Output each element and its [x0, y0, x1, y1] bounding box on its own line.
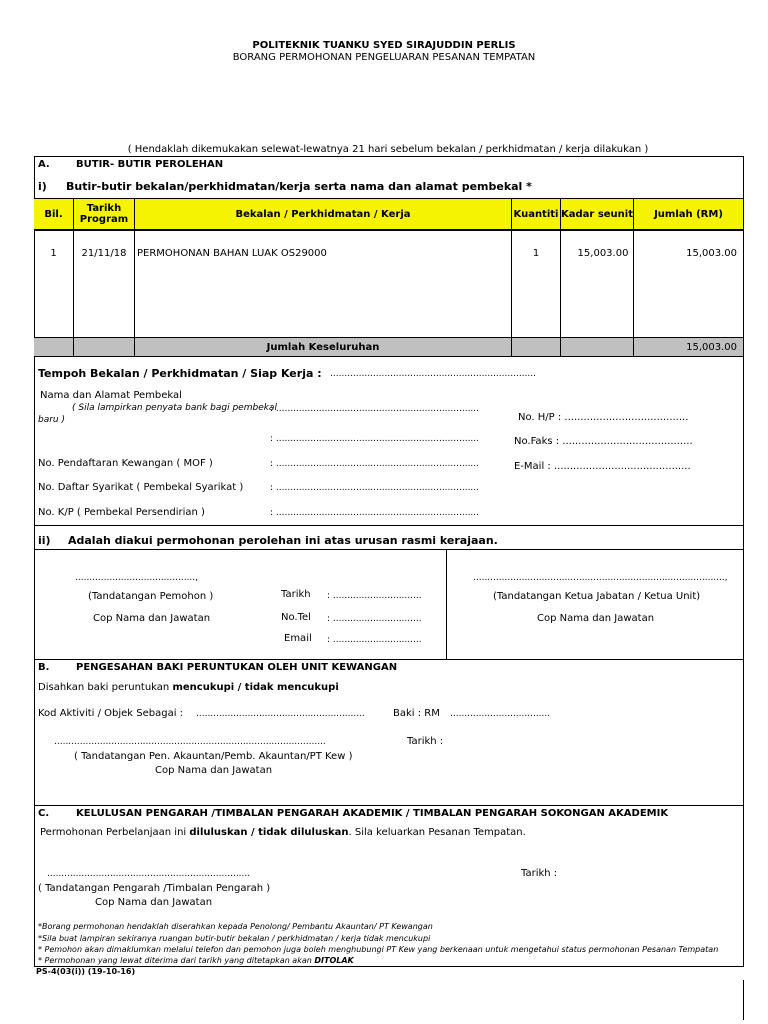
total-value: 15,003.00 — [686, 342, 737, 353]
section-b-title: PENGESAHAN BAKI PERUNTUKAN OLEH UNIT KEWANGAN — [76, 662, 398, 673]
th-bil: Bil. — [34, 199, 73, 229]
mof-label: No. Pendaftaran Kewangan ( MOF ) — [38, 458, 213, 469]
total-label: Jumlah Keseluruhan — [266, 342, 380, 353]
declaration-text: Adalah diakui permohonan perolehan ini atas urusan rasmi kerajaan. — [68, 534, 498, 547]
kod-label: Kod Aktiviti / Objek Sebagai : — [38, 708, 184, 719]
syarikat-value[interactable]: : ....................................................................... — [270, 483, 480, 493]
section-a-label: A. — [38, 159, 50, 170]
form-border-right — [743, 156, 744, 966]
form-border-top — [34, 156, 744, 157]
applicant-email-value[interactable]: : ............................... — [327, 635, 422, 645]
head-sign-dots[interactable]: ........................................................................................, — [473, 573, 728, 583]
section-a-sub-title: Butir-butir bekalan/perkhidmatan/kerja serta nama dan alamat pembekal * — [66, 180, 532, 193]
section-b-sign-dots[interactable]: ............................................................................................... — [54, 737, 326, 747]
section-c-sign-label: ( Tandatangan Pengarah /Timbalan Pengarah ) — [38, 883, 271, 894]
applicant-sign-label: (Tandatangan Pemohon ) — [88, 591, 214, 602]
applicant-sign-dots[interactable]: .........................................., — [75, 573, 199, 583]
mof-value[interactable]: : ....................................................................... — [270, 459, 480, 469]
section-c-options: diluluskan / tidak diluluskan — [189, 827, 349, 838]
section-c-text: Permohonan Perbelanjaan ini diluluskan / tidak diluluskan. Sila keluarkan Pesanan Tempatan. — [40, 827, 526, 838]
email-field[interactable]: E-Mail : ........................................... — [514, 461, 691, 472]
head-sign-label: (Tandatangan Ketua Jabatan / Ketua Unit) — [493, 591, 701, 602]
table-cell-jumlah: 15,003.00 — [686, 248, 737, 259]
supplier-name-label: Nama dan Alamat Pembekal — [40, 390, 182, 401]
applicant-tarikh-label: Tarikh — [281, 589, 311, 600]
section-b-tarikh: Tarikh : — [407, 736, 444, 747]
kp-label: No. K/P ( Pembekal Persendirian ) — [38, 507, 205, 518]
faks-field[interactable]: No.Faks : ......................................... — [514, 436, 693, 447]
table-cell-tarikh: 21/11/18 — [81, 248, 127, 259]
table-cell-kuantiti: 1 — [532, 248, 540, 259]
section-b-cop-label: Cop Nama dan Jawatan — [155, 765, 273, 776]
table-cell-item: PERMOHONAN BAHAN LUAK OS29000 — [137, 248, 327, 259]
section-b-label: B. — [38, 662, 50, 673]
institution-name: POLITEKNIK TUANKU SYED SIRAJUDDIN PERLIS — [252, 40, 516, 51]
form-code: PS-4(03(i)) (19-10-16) — [36, 967, 136, 976]
syarikat-label: No. Daftar Syarikat ( Pembekal Syarikat ) — [38, 482, 244, 493]
kod-value[interactable]: ........................................................... — [196, 709, 365, 719]
section-a-title: BUTIR- BUTIR PEROLEHAN — [76, 159, 224, 170]
tempoh-label: Tempoh Bekalan / Perkhidmatan / Siap Kerja : — [38, 367, 322, 380]
applicant-tel-value[interactable]: : ............................... — [327, 614, 422, 624]
supplier-note-2: baru ) — [38, 415, 66, 425]
section-c-tarikh: Tarikh : — [521, 868, 558, 879]
applicant-cop-label: Cop Nama dan Jawatan — [93, 613, 211, 624]
th-bekalan: Bekalan / Perkhidmatan / Kerja — [135, 199, 511, 229]
th-jumlah: Jumlah (RM) — [634, 199, 743, 229]
total-row-bg-left — [34, 338, 134, 356]
notice-text: ( Hendaklah dikemukakan selewat-lewatnya 21 hari sebelum bekalan / perkhidmatan / kerja dilakukan ) — [127, 144, 649, 155]
supplier-note-1: ( Sila lampirkan penyata bank bagi pembekal — [72, 403, 277, 413]
head-cop-label: Cop Nama dan Jawatan — [537, 613, 655, 624]
supplier-field-1[interactable]: : ....................................................................... — [270, 404, 480, 414]
form-border-right-tail — [743, 980, 744, 1020]
kp-value[interactable]: : ....................................................................... — [270, 508, 480, 518]
footnote-2: *Sila buat lampiran sekiranya ruangan butir-butir bekalan / perkhidmatan / kerja tidak mencukupi — [38, 934, 431, 943]
section-c-cop-label: Cop Nama dan Jawatan — [95, 897, 213, 908]
applicant-tel-label: No.Tel — [281, 612, 311, 623]
applicant-tarikh-value[interactable]: : ............................... — [327, 591, 422, 601]
applicant-email-label: Email — [284, 633, 312, 644]
declaration-label: ii) — [38, 534, 51, 547]
table-cell-bil: 1 — [50, 248, 57, 259]
form-title: BORANG PERMOHONAN PENGELUARAN PESANAN TEMPATAN — [232, 52, 536, 63]
tempoh-value[interactable]: ........................................................................ — [330, 369, 536, 379]
hp-field[interactable]: No. H/P : ....................................... — [518, 412, 689, 423]
footnote-4-emphasis: DITOLAK — [314, 956, 354, 965]
section-c-label: C. — [38, 808, 50, 819]
section-b-disahkan: Disahkan baki peruntukan mencukupi / tidak mencukupi — [38, 682, 339, 693]
footnote-4: * Permohonan yang lewat diterima dari tarikh yang ditetapkan akan DITOLAK — [38, 956, 354, 965]
section-a-sub-label: i) — [38, 180, 47, 193]
table-cell-kadar: 15,003.00 — [577, 248, 629, 259]
footnote-1: *Borang permohonan hendaklah diserahkan kepada Penolong/ Pembantu Akauntan/ PT Kewangan — [38, 922, 433, 931]
section-b-disahkan-options: mencukupi / tidak mencukupi — [172, 682, 339, 693]
section-b-sign-label: ( Tandatangan Pen. Akauntan/Pemb. Akauntan/PT Kew ) — [74, 751, 353, 762]
footnote-3: * Pemohon akan dimaklumkan melalui telefon dan pemohon juga boleh menghubungi PT Kew yang berkenaan untuk mengetahui status permohonan Pesanan Tempatan — [38, 945, 719, 954]
th-kuantiti: Kuantiti — [512, 199, 560, 229]
section-c-title: KELULUSAN PENGARAH /TIMBALAN PENGARAH AKADEMIK / TIMBALAN PENGARAH SOKONGAN AKADEMIK — [76, 808, 669, 819]
baki-label: Baki : RM — [393, 708, 440, 719]
baki-value[interactable]: ................................... — [450, 709, 551, 719]
th-tarikh: Tarikh Program — [74, 199, 134, 229]
th-kadar: Kadar seunit — [561, 199, 633, 229]
section-c-sign-dots[interactable]: ....................................................................... — [47, 869, 251, 879]
form-border-left — [34, 156, 35, 966]
supplier-field-2[interactable]: : ....................................................................... — [270, 434, 480, 444]
